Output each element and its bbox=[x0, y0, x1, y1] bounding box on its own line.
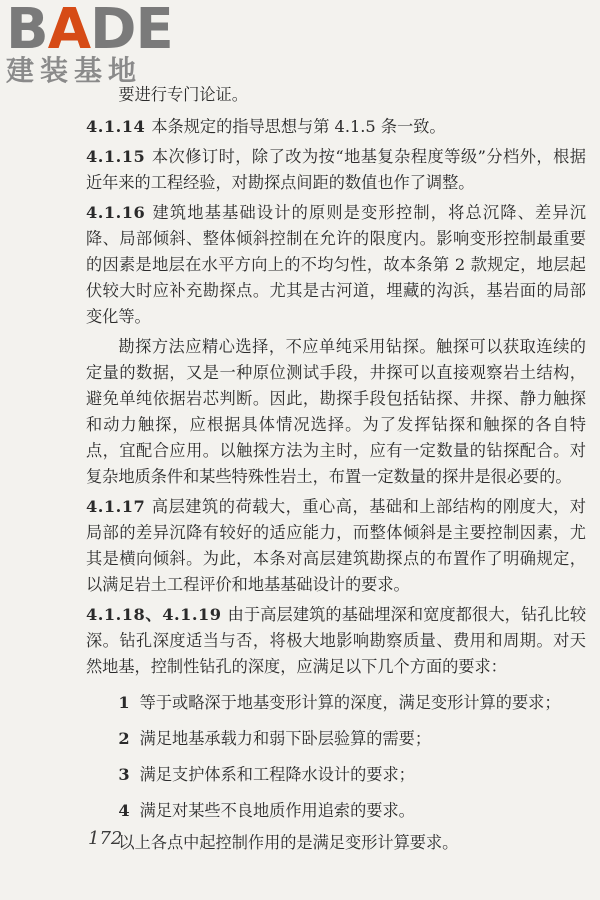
logo bbox=[6, 2, 176, 86]
clause-number: 4.1.15 bbox=[86, 147, 146, 166]
logo-mark-prefix: B bbox=[6, 0, 48, 62]
top-fragment: 要进行专门论证。 bbox=[118, 85, 248, 104]
list-item-number: 3 bbox=[118, 765, 130, 784]
list-item-text: 满足地基承载力和弱下卧层验算的需要； bbox=[139, 729, 432, 748]
clause-text: 建筑地基基础设计的原则是变形控制，将总沉降、差异沉降、局部倾斜、整体倾斜控制在允许的限度内。影响变形控制最重要的因素是地层在水平方向上的不均匀性，故本条第 2 款规定，地层起伏较大时应补充勘探点。尤其是古河道，埋藏的沟浜，基岩面的局部变化等。 bbox=[86, 203, 586, 326]
logo-mark bbox=[6, 0, 176, 62]
list-item bbox=[86, 762, 586, 788]
logo-mark-suffix: DE bbox=[90, 0, 173, 62]
list-item-text: 满足支护体系和工程降水设计的要求； bbox=[139, 765, 415, 784]
clause-text: 高层建筑的荷载大，重心高，基础和上部结构的刚度大，对局部的差异沉降有较好的适应能力，而整体倾斜是主要控制因素，尤其是横向倾斜。为此，本条对高层建筑勘探点的布置作了明确规定，以满足岩土工程评价和地基基础设计的要求。 bbox=[86, 497, 586, 594]
list-item-number: 1 bbox=[118, 693, 130, 712]
clause-4-1-15 bbox=[86, 144, 586, 196]
list-item-number: 4 bbox=[118, 801, 130, 820]
clause-4-1-17 bbox=[86, 494, 586, 598]
requirements-list bbox=[86, 690, 586, 824]
clause-4-1-14 bbox=[86, 114, 586, 140]
clause-text: 本次修订时，除了改为按“地基复杂程度等级”分档外，根据近年来的工程经验，对勘探点间距的数值也作了调整。 bbox=[86, 147, 586, 192]
logo-subtitle: 建装基地 bbox=[6, 54, 143, 87]
page-body bbox=[86, 82, 586, 860]
list-item bbox=[86, 798, 586, 824]
list-item bbox=[86, 726, 586, 752]
list-item-text: 满足对某些不良地质作用追索的要求。 bbox=[139, 801, 415, 820]
logo-mark-accent: A bbox=[47, 0, 91, 62]
list-item-number: 2 bbox=[118, 729, 130, 748]
clause-text: 由于高层建筑的基础埋深和宽度都很大，钻孔比较深。钻孔深度适当与否，将极大地影响勘察质量、费用和周期。对天然地基，控制性钻孔的深度，应满足以下几个方面的要求： bbox=[86, 605, 587, 676]
clause-4-1-18-19 bbox=[86, 602, 586, 680]
list-item bbox=[86, 690, 586, 716]
clause-text: 本条规定的指导思想与第 4.1.5 条一致。 bbox=[151, 117, 446, 136]
clause-number: 4.1.16 bbox=[86, 203, 146, 222]
summary: 以上各点中起控制作用的是满足变形计算要求。 bbox=[118, 833, 459, 852]
clause-number: 4.1.14 bbox=[86, 117, 146, 136]
clause-number: 4.1.18、4.1.19 bbox=[86, 605, 222, 624]
page-number: 172 bbox=[88, 828, 123, 849]
clause-number: 4.1.17 bbox=[86, 497, 146, 516]
clause-4-1-16 bbox=[86, 200, 586, 330]
list-item-text: 等于或略深于地基变形计算的深度，满足变形计算的要求； bbox=[139, 693, 561, 712]
paragraph-exploration-methods: 勘探方法应精心选择，不应单纯采用钻探。触探可以获取连续的定量的数据，又是一种原位测试手段，井探可以直接观察岩土结构，避免单纯依据岩芯判断。因此，勘探手段包括钻探、井探、静力触探和动力触探，应根据具体情况选择。为了发挥钻探和触探的各自特点，宜配合应用。以触探方法为主时，应有一定数量的钻探配合。对复杂地质条件和某些特殊性岩土，布置一定数量的探井是很必要的。 bbox=[86, 337, 586, 486]
